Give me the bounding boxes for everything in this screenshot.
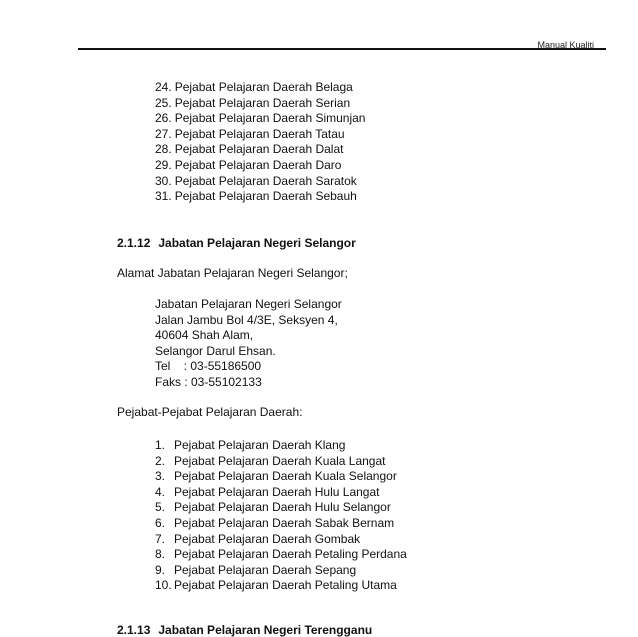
list-item-number: 26. [155,111,172,126]
list-item-text: Pejabat Pelajaran Daerah Simunjan [174,111,366,126]
list-item-text: Pejabat Pelajaran Daerah Sepang [174,562,357,577]
list-item-text: Pejabat Pelajaran Daerah Sabak Bernam [174,515,395,530]
section-title: Jabatan Pelajaran Negeri Selangor [158,236,356,250]
list-item-number: 27. [155,126,172,141]
fax-line: Faks : 03-55102133 [155,374,262,389]
districts-heading: Pejabat-Pejabat Pelajaran Daerah: [117,405,303,419]
list-item [155,578,407,594]
list-item-text: Pejabat Pelajaran Daerah Klang [174,438,346,452]
list-item [155,547,407,563]
list-item-text: Pejabat Pelajaran Daerah Hulu Selangor [174,500,391,515]
list-item [155,469,407,485]
list-item-text: Pejabat Pelajaran Daerah Hulu Langat [174,484,380,499]
list-item-number: 4. [155,484,166,499]
list-item-number: 2. [155,453,166,468]
list-item-number: 1. [155,438,166,452]
list-item-number: 7. [155,531,166,546]
list-item-number: 24. [155,80,172,94]
section-title: Jabatan Pelajaran Negeri Terengganu [158,623,373,637]
list-item [155,142,365,158]
list-item [155,516,407,532]
address-line: Jalan Jambu Bol 4/3E, Seksyen 4, [155,312,338,327]
list-item-number: 5. [155,500,166,515]
list-item-number: 3. [155,469,166,484]
section-number: 2.1.13 [117,623,151,637]
address-line: Selangor Darul Ehsan. [155,343,276,358]
list-item-number: 8. [155,547,166,562]
list-item-number: 31. [155,189,172,204]
list-item-number: 29. [155,157,172,172]
header-divider [78,48,606,50]
list-item [155,189,365,205]
list-item [155,158,365,174]
next-section-heading [117,623,372,637]
list-item [155,500,407,516]
list-item-number: 9. [155,562,166,577]
list-item [155,438,407,454]
list-item-text: Pejabat Pelajaran Daerah Dalat [174,142,344,157]
list-item [155,485,407,501]
list-item [155,454,407,470]
phone-line: Tel : 03-55186500 [155,359,262,374]
list-item [155,127,365,143]
list-item [155,563,407,579]
list-item [155,174,365,190]
list-item-text: Pejabat Pelajaran Daerah Sebauh [174,189,357,204]
section-number: 2.1.12 [117,236,151,250]
section-heading [117,236,356,250]
district-list [155,438,407,594]
list-item-text: Pejabat Pelajaran Daerah Belaga [174,80,353,94]
list-item-text: Pejabat Pelajaran Daerah Daro [174,157,342,172]
list-item-text: Pejabat Pelajaran Daerah Petaling Utama [174,578,397,593]
address-block [155,297,342,391]
list-item-number: 28. [155,142,172,157]
list-item-number: 6. [155,515,166,530]
list-item-number: 10. [155,578,172,593]
address-line: 40604 Shah Alam, [155,328,254,343]
address-intro: Alamat Jabatan Pelajaran Negeri Selangor; [117,266,348,280]
address-line: Jabatan Pelajaran Negeri Selangor [155,297,342,311]
list-item-text: Pejabat Pelajaran Daerah Gombak [174,531,361,546]
list-item [155,532,407,548]
district-list-continued [155,80,365,205]
list-item [155,80,365,96]
list-item-text: Pejabat Pelajaran Daerah Kuala Langat [174,453,386,468]
list-item-text: Pejabat Pelajaran Daerah Tatau [174,126,345,141]
list-item-text: Pejabat Pelajaran Daerah Kuala Selangor [174,469,397,484]
list-item [155,96,365,112]
list-item [155,111,365,127]
list-item-text: Pejabat Pelajaran Daerah Saratok [174,173,357,188]
list-item-number: 25. [155,95,172,110]
list-item-number: 30. [155,173,172,188]
list-item-text: Pejabat Pelajaran Daerah Serian [174,95,351,110]
document-header-label: Manual Kualiti [537,40,594,50]
list-item-text: Pejabat Pelajaran Daerah Petaling Perdana [174,547,407,562]
